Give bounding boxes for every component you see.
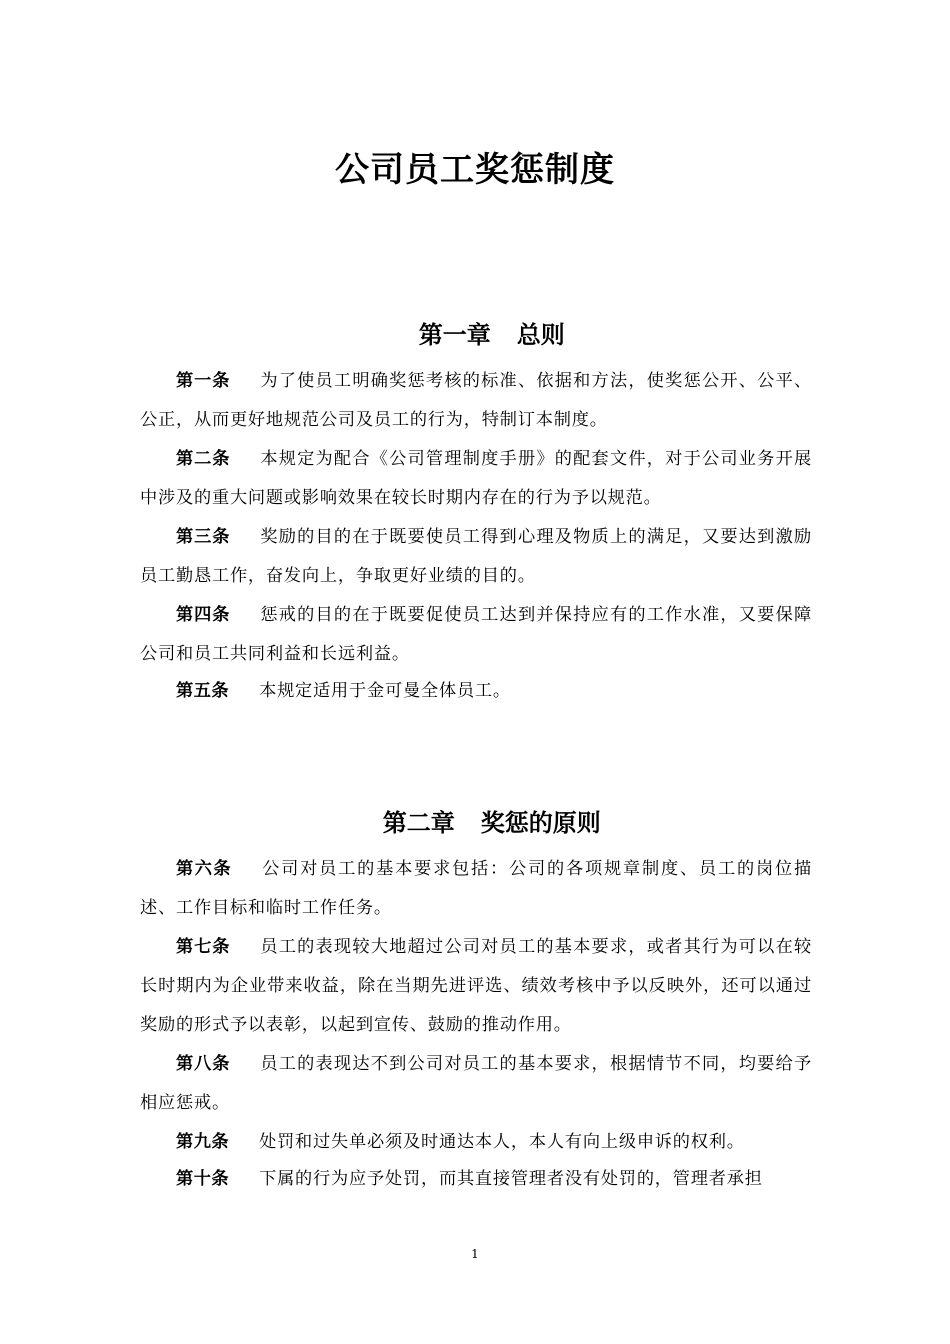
- article-paragraph: [140, 440, 812, 518]
- article-paragraph: [140, 596, 812, 674]
- chapter-name: 奖惩的原则: [480, 809, 601, 837]
- article-paragraph: [140, 1160, 812, 1199]
- article-paragraph: [140, 1045, 812, 1123]
- chapter-name: 总则: [516, 321, 565, 349]
- article-label: 第一条: [176, 371, 231, 391]
- article-text: 惩戒的目的在于既要促使员工达到并保持应有的工作水准，又要保障公司和员工共同利益和长远利益。: [140, 605, 812, 664]
- article-label: 第二条: [176, 449, 231, 469]
- article-paragraph: [140, 928, 812, 1045]
- page-number: 1: [471, 1247, 479, 1261]
- article-label: 第十条: [176, 1169, 230, 1189]
- article-text: 下属的行为应予处罚，而其直接管理者没有处罚的，管理者承担: [259, 1169, 763, 1189]
- article-label: 第四条: [176, 605, 231, 625]
- article-text: 员工的表现较大地超过公司对员工的基本要求，或者其行为可以在较长时期内为企业带来收益，除在当期先进评选、绩效考核中予以反映外，还可以通过奖励的形式予以表彰，以起到宣传、鼓励的推动作用。: [140, 937, 812, 1035]
- article-label: 第六条: [176, 859, 233, 879]
- chapter-number: 第二章: [382, 809, 455, 837]
- article-text: 奖励的目的在于既要使员工得到心理及物质上的满足，又要达到激励员工勤恳工作，奋发向上，争取更好业绩的目的。: [140, 527, 812, 586]
- article-paragraph: [140, 850, 812, 928]
- article-text: 为了使员工明确奖惩考核的标准、依据和方法，使奖惩公开、公平、公正，从而更好地规范公司及员工的行为，特制订本制度。: [140, 371, 812, 430]
- article-label: 第五条: [176, 681, 230, 701]
- article-label: 第七条: [176, 937, 231, 957]
- article-text: 本规定为配合《公司管理制度手册》的配套文件，对于公司业务开展中涉及的重大问题或影响效果在较长时期内存在的行为予以规范。: [140, 449, 812, 508]
- article-label: 第九条: [176, 1132, 230, 1152]
- article-label: 第八条: [176, 1054, 231, 1074]
- chapter-number: 第一章: [418, 321, 491, 349]
- article-text: 本规定适用于金可曼全体员工。: [259, 681, 511, 701]
- article-paragraph: [140, 518, 812, 596]
- document-title: 公司员工奖惩制度: [335, 150, 615, 190]
- article-text: 员工的表现达不到公司对员工的基本要求，根据情节不同，均要给予相应惩戒。: [140, 1054, 812, 1113]
- article-paragraph: [140, 1123, 812, 1162]
- article-text: 公司对员工的基本要求包括：公司的各项规章制度、员工的岗位描述、工作目标和临时工作任务。: [140, 859, 812, 918]
- article-text: 处罚和过失单必须及时通达本人，本人有向上级申诉的权利。: [259, 1132, 745, 1152]
- article-paragraph: [140, 362, 812, 440]
- article-label: 第三条: [176, 527, 231, 547]
- article-paragraph: [140, 672, 812, 711]
